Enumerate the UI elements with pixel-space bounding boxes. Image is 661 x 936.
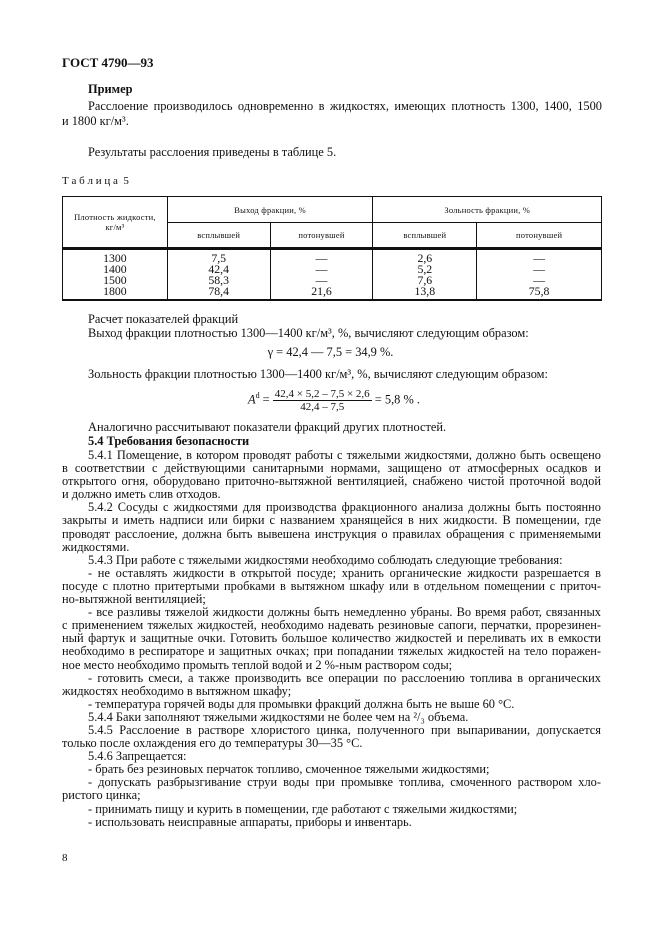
yield-intro: Выход фракции плотностью 1300—1400 кг/м³, %, вычисляют следующим образом:	[88, 326, 529, 340]
cell-density: 1800	[103, 284, 127, 298]
cell-yield-sink: —	[315, 262, 328, 276]
cell-density: 1500	[103, 273, 127, 287]
cell-ash-float: 13,8	[414, 284, 436, 298]
text-line: - использовать неисправные аппараты, приборы и инвентарь.	[88, 814, 412, 829]
section-heading: 5.4 Требования безопасности	[88, 434, 250, 448]
column-density	[63, 249, 168, 301]
ash-symbol: A	[248, 392, 256, 407]
column-ash-float	[373, 249, 477, 301]
text-line: ристого цинка;	[62, 788, 141, 803]
cell-ash-float: 5,2	[417, 262, 433, 276]
subheader-yield-sink: потонувшей	[270, 223, 373, 249]
header-ash: Зольность фракции, %	[373, 197, 602, 223]
example-text-line-2: и 1800 кг/м³.	[62, 114, 129, 128]
text-line: в соответствии с действующими санитарными нормами, защищено от атмосферных осадков и	[62, 462, 601, 476]
cell-yield-float: 7,5	[211, 251, 227, 265]
ash-sup: d	[255, 391, 260, 401]
text-line: ное место необходимо промыть теплой водой и 2 %-ным раствором соды;	[62, 657, 453, 672]
cell-density: 1400	[103, 262, 127, 276]
cell-ash-sink: —	[533, 262, 545, 276]
header-density: Плотность жидкости, кг/м³	[63, 197, 168, 249]
ash-fraction	[273, 388, 372, 413]
table-body	[63, 249, 602, 301]
text-line: жидкостями.	[62, 539, 130, 554]
subheader-yield-float: всплывшей	[167, 223, 270, 249]
text-line: - все разливы тяжелой жидкости должны быть немедленно убраны. Во время работ, связанных	[88, 606, 601, 620]
cell-yield-sink: 21,6	[311, 284, 332, 298]
text-line: - принимать пищу и курить в помещении, где работают с тяжелыми жидкостями;	[88, 801, 518, 816]
example-title: Пример	[88, 82, 133, 96]
text-line: - готовить смеси, а также производить все операции по расслоению топлива в органических	[88, 671, 601, 685]
ash-result: = 5,8 % .	[374, 392, 420, 407]
example-text-line-1: Расслоение производилось одновременно в жидкостях, имеющих плотность 1300, 1400, 1500	[88, 99, 602, 113]
column-yield-float	[167, 249, 270, 301]
cell-yield-float: 78,4	[208, 284, 230, 298]
similar-text: Аналогично рассчитывают показатели фракций других плотностей.	[88, 420, 447, 434]
text-line: - температура горячей воды для промывки фракций должна быть не выше 60 °С.	[88, 696, 515, 711]
text-line: 5.4.2 Сосуды с жидкостями для производства фракционного анализа должны быть постоянно	[88, 501, 601, 515]
ash-denominator: 42,4 – 7,5	[300, 401, 345, 413]
text-line: ный фартук и защитные очки. Готовить большое количество жидкостей и переливать их в емкости	[62, 632, 601, 646]
cell-density: 1300	[103, 251, 127, 265]
cell-yield-float: 58,3	[208, 273, 230, 287]
page-number: 8	[62, 852, 68, 864]
text-line: 5.4.3 При работе с тяжелыми жидкостями необходимо соблюдать следующие требования:	[88, 552, 563, 567]
text-line: только после охлаждения его до температуры 30—35 °С.	[62, 736, 363, 751]
document-code: ГОСТ 4790—93	[62, 55, 154, 70]
text-line: - не оставлять жидкости в открытой посуде; хранить органические жидкости разрешается в	[88, 566, 601, 580]
column-yield-sink	[270, 249, 373, 301]
text-line: с применением тяжелых жидкостей, необходимо надевать резиновые сапоги, перчатки, прорезинен-	[62, 619, 601, 633]
text-line: 5.4.5 Расслоение в растворе хлористого цинка, полученного при выпаривании, допускается	[88, 723, 601, 737]
text-line: закрыты и иметь надписи или бирки с названием хранящейся в них жидкости. В помещении, где	[62, 514, 601, 528]
cell-ash-sink: —	[533, 273, 545, 287]
subheader-ash-float: всплывшей	[373, 223, 477, 249]
text-line: и должно иметь слив отходов.	[62, 487, 221, 502]
ash-formula: $A^d$ = $\frac{42,4 \times 5,2 - 7,5 \times 2,6}{42,4 - 7,5}$ = 5,8 % .	[248, 388, 420, 413]
header-yield: Выход фракции, %	[167, 197, 373, 223]
cell-ash-float: 2,6	[417, 251, 433, 265]
subheader-ash-sink: потонувшей	[477, 223, 602, 249]
results-text: Результаты расслоения приведены в таблице 5.	[88, 145, 337, 159]
cell-ash-sink: 75,8	[528, 284, 550, 298]
cell-yield-float: 42,4	[208, 262, 230, 276]
cell-yield-sink: —	[315, 251, 328, 265]
cell-ash-float: 7,6	[417, 273, 433, 287]
text-line: посуде с плотно притертыми пробками в вытяжном шкафу или в отдельном помещении с приточ-	[62, 579, 601, 593]
table-caption: Т а б л и ц а 5	[62, 175, 129, 187]
column-ash-sink	[477, 249, 602, 301]
text-line: - допускать разбрызгивание струи воды при промывке топлива, смоченного раствором хло-	[88, 776, 601, 790]
text-line: открытого огня, оборудовано приточно-вытяжной вентиляцией, снабжено чистой проточной водой	[62, 475, 601, 489]
results-table	[62, 196, 602, 301]
text-line: но-вытяжной вентиляцией;	[62, 592, 206, 607]
text-line: - брать без резиновых перчаток топливо, смоченное тяжелыми жидкостями;	[88, 762, 490, 777]
ash-intro: Зольность фракции плотностью 1300—1400 кг/м³, %, вычисляют следующим образом:	[88, 367, 548, 381]
cell-yield-sink: —	[315, 273, 328, 287]
cell-ash-sink: —	[533, 251, 545, 265]
text-line: 5.4.1 Помещение, в котором проводят работы с тяжелыми жидкостями, должно быть освещено	[88, 449, 601, 462]
text-line: проводят расслоение, должна быть вывешена инструкция о правилах обращения с применяемыми	[62, 527, 601, 541]
text-line: 5.4.4 Баки заполняют тяжелыми жидкостями не более чем на ²/₃ объема.	[88, 709, 469, 724]
text-line: жидкостях необходимо в вытяжном шкафу;	[62, 683, 292, 698]
yield-formula: γ = 42,4 — 7,5 = 34,9 %.	[267, 345, 394, 359]
safety-requirements	[62, 449, 601, 829]
ash-numerator: 42,4 × 5,2 – 7,5 × 2,6	[274, 388, 370, 400]
text-line: необходимо в респираторе и защитных очках; при попадании тяжелых жидкостей на тело поражен-	[62, 645, 601, 659]
calc-title: Расчет показателей фракций	[88, 312, 239, 326]
text-line: 5.4.6 Запрещается:	[88, 749, 187, 764]
